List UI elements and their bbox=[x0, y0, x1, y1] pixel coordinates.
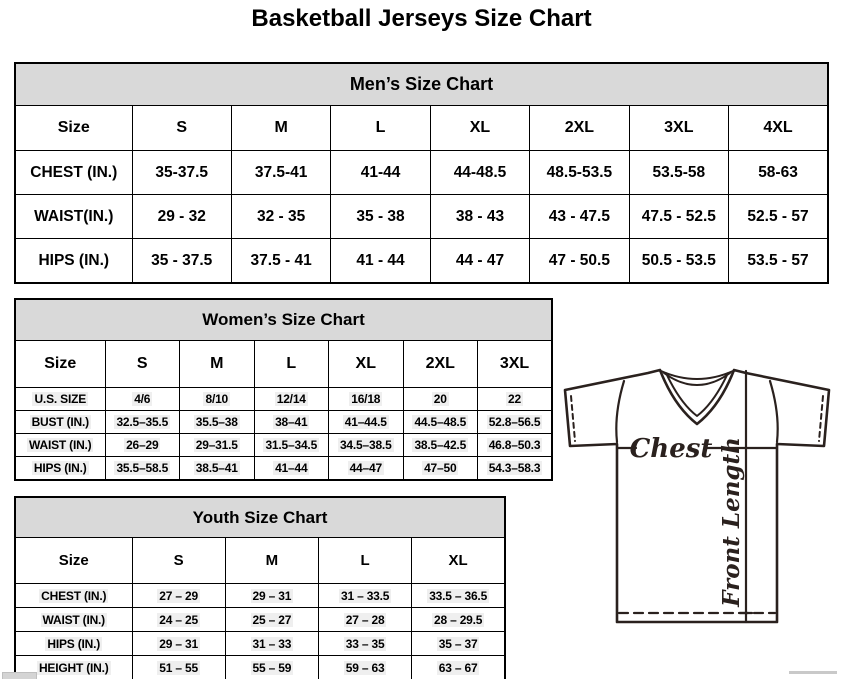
women-table-title: Women’s Size Chart bbox=[15, 299, 552, 341]
men-value-cell: 37.5-41 bbox=[231, 151, 330, 195]
mens-size-table bbox=[14, 62, 829, 284]
men-value-cell: 58-63 bbox=[729, 151, 828, 195]
youth-value-cell: 27 – 29 bbox=[132, 584, 225, 608]
youth-size-col-header: L bbox=[319, 538, 412, 584]
youth-size-table bbox=[14, 496, 506, 679]
women-value-cell: 38.5–41 bbox=[180, 457, 255, 481]
youth-value-cell: 29 – 31 bbox=[132, 632, 225, 656]
men-size-header-cell: Size bbox=[15, 106, 132, 151]
women-value-cell: 16/18 bbox=[329, 388, 404, 411]
men-size-col-header: XL bbox=[430, 106, 529, 151]
men-value-cell: 29 - 32 bbox=[132, 195, 231, 239]
youth-size-col-header: M bbox=[225, 538, 318, 584]
front-length-label: Front Length bbox=[718, 437, 745, 607]
men-value-cell: 41-44 bbox=[331, 151, 430, 195]
youth-value-cell: 24 – 25 bbox=[132, 608, 225, 632]
women-value-cell: 44–47 bbox=[329, 457, 404, 481]
left-sleeve-seam bbox=[616, 381, 624, 442]
men-size-col-header: 3XL bbox=[629, 106, 728, 151]
men-size-col-header: L bbox=[331, 106, 430, 151]
women-size-col-header: 2XL bbox=[403, 341, 478, 388]
women-size-col-header: 3XL bbox=[478, 341, 553, 388]
men-row-label-cell: CHEST (IN.) bbox=[15, 151, 132, 195]
youth-row-label-cell: HEIGHT (IN.) bbox=[15, 656, 132, 679]
men-size-col-header: 4XL bbox=[729, 106, 828, 151]
men-value-cell: 53.5 - 57 bbox=[729, 239, 828, 284]
women-size-col-header: L bbox=[254, 341, 329, 388]
women-value-cell: 46.8–50.3 bbox=[478, 434, 553, 457]
youth-value-cell: 29 – 31 bbox=[225, 584, 318, 608]
men-table-row bbox=[15, 239, 828, 284]
women-table-row bbox=[15, 388, 552, 411]
men-value-cell: 35 - 37.5 bbox=[132, 239, 231, 284]
women-table-row bbox=[15, 411, 552, 434]
women-table-row bbox=[15, 434, 552, 457]
women-value-cell: 35.5–38 bbox=[180, 411, 255, 434]
men-value-cell: 41 - 44 bbox=[331, 239, 430, 284]
men-value-cell: 48.5-53.5 bbox=[530, 151, 629, 195]
women-value-cell: 8/10 bbox=[180, 388, 255, 411]
men-value-cell: 43 - 47.5 bbox=[530, 195, 629, 239]
youth-value-cell: 55 – 59 bbox=[225, 656, 318, 679]
women-table-row bbox=[15, 457, 552, 481]
women-value-cell: 35.5–58.5 bbox=[105, 457, 180, 481]
youth-value-cell: 31 – 33.5 bbox=[319, 584, 412, 608]
youth-value-cell: 31 – 33 bbox=[225, 632, 318, 656]
women-value-cell: 38–41 bbox=[254, 411, 329, 434]
women-size-col-header: S bbox=[105, 341, 180, 388]
men-value-cell: 35 - 38 bbox=[331, 195, 430, 239]
youth-table-row bbox=[15, 656, 505, 679]
men-value-cell: 35-37.5 bbox=[132, 151, 231, 195]
men-table-row bbox=[15, 195, 828, 239]
youth-value-cell: 63 – 67 bbox=[412, 656, 505, 679]
youth-value-cell: 33.5 – 36.5 bbox=[412, 584, 505, 608]
men-value-cell: 44 - 47 bbox=[430, 239, 529, 284]
women-value-cell: 47–50 bbox=[403, 457, 478, 481]
youth-row-label-cell: HIPS (IN.) bbox=[15, 632, 132, 656]
youth-table-row bbox=[15, 608, 505, 632]
youth-value-cell: 27 – 28 bbox=[319, 608, 412, 632]
youth-size-col-header: S bbox=[132, 538, 225, 584]
jersey-outline bbox=[565, 370, 829, 622]
women-size-col-header: XL bbox=[329, 341, 404, 388]
men-value-cell: 52.5 - 57 bbox=[729, 195, 828, 239]
women-value-cell: 26–29 bbox=[105, 434, 180, 457]
men-size-col-header: M bbox=[231, 106, 330, 151]
youth-value-cell: 25 – 27 bbox=[225, 608, 318, 632]
women-value-cell: 34.5–38.5 bbox=[329, 434, 404, 457]
women-row-label-cell: BUST (IN.) bbox=[15, 411, 105, 434]
right-sleeve-seam bbox=[770, 381, 778, 442]
women-row-label-cell: U.S. SIZE bbox=[15, 388, 105, 411]
youth-row-label-cell: WAIST (IN.) bbox=[15, 608, 132, 632]
youth-table-row bbox=[15, 584, 505, 608]
women-value-cell: 4/6 bbox=[105, 388, 180, 411]
women-value-cell: 22 bbox=[478, 388, 553, 411]
women-value-cell: 52.8–56.5 bbox=[478, 411, 553, 434]
women-value-cell: 31.5–34.5 bbox=[254, 434, 329, 457]
men-row-label-cell: HIPS (IN.) bbox=[15, 239, 132, 284]
youth-value-cell: 51 – 55 bbox=[132, 656, 225, 679]
jersey-measurement-diagram bbox=[556, 356, 840, 632]
horizontal-scrollbar-thumb-left[interactable] bbox=[2, 672, 37, 679]
men-value-cell: 50.5 - 53.5 bbox=[629, 239, 728, 284]
women-value-cell: 12/14 bbox=[254, 388, 329, 411]
men-value-cell: 37.5 - 41 bbox=[231, 239, 330, 284]
women-value-cell: 44.5–48.5 bbox=[403, 411, 478, 434]
womens-size-table bbox=[14, 298, 553, 481]
men-size-col-header: 2XL bbox=[530, 106, 629, 151]
men-value-cell: 38 - 43 bbox=[430, 195, 529, 239]
women-value-cell: 20 bbox=[403, 388, 478, 411]
men-value-cell: 47 - 50.5 bbox=[530, 239, 629, 284]
women-value-cell: 41–44.5 bbox=[329, 411, 404, 434]
women-value-cell: 32.5–35.5 bbox=[105, 411, 180, 434]
men-table-title: Men’s Size Chart bbox=[15, 63, 828, 106]
youth-value-cell: 33 – 35 bbox=[319, 632, 412, 656]
right-cuff-dashed-line bbox=[819, 396, 823, 441]
youth-value-cell: 59 – 63 bbox=[319, 656, 412, 679]
men-value-cell: 53.5-58 bbox=[629, 151, 728, 195]
women-row-label-cell: HIPS (IN.) bbox=[15, 457, 105, 481]
women-value-cell: 41–44 bbox=[254, 457, 329, 481]
women-value-cell: 38.5–42.5 bbox=[403, 434, 478, 457]
men-row-label-cell: WAIST(IN.) bbox=[15, 195, 132, 239]
men-size-col-header: S bbox=[132, 106, 231, 151]
horizontal-scrollbar-thumb-right[interactable] bbox=[789, 671, 837, 674]
men-value-cell: 47.5 - 52.5 bbox=[629, 195, 728, 239]
youth-value-cell: 35 – 37 bbox=[412, 632, 505, 656]
youth-size-col-header: XL bbox=[412, 538, 505, 584]
men-table-row bbox=[15, 151, 828, 195]
youth-size-header-cell: Size bbox=[15, 538, 132, 584]
youth-row-label-cell: CHEST (IN.) bbox=[15, 584, 132, 608]
women-value-cell: 29–31.5 bbox=[180, 434, 255, 457]
men-value-cell: 32 - 35 bbox=[231, 195, 330, 239]
page-title: Basketball Jerseys Size Chart bbox=[251, 5, 592, 32]
left-cuff-dashed-line bbox=[571, 396, 575, 441]
men-value-cell: 44-48.5 bbox=[430, 151, 529, 195]
women-row-label-cell: WAIST (IN.) bbox=[15, 434, 105, 457]
chest-label: Chest bbox=[629, 434, 713, 464]
youth-table-row bbox=[15, 632, 505, 656]
women-size-header-cell: Size bbox=[15, 341, 105, 388]
women-value-cell: 54.3–58.3 bbox=[478, 457, 553, 481]
youth-table-title: Youth Size Chart bbox=[15, 497, 505, 538]
youth-value-cell: 28 – 29.5 bbox=[412, 608, 505, 632]
women-size-col-header: M bbox=[180, 341, 255, 388]
